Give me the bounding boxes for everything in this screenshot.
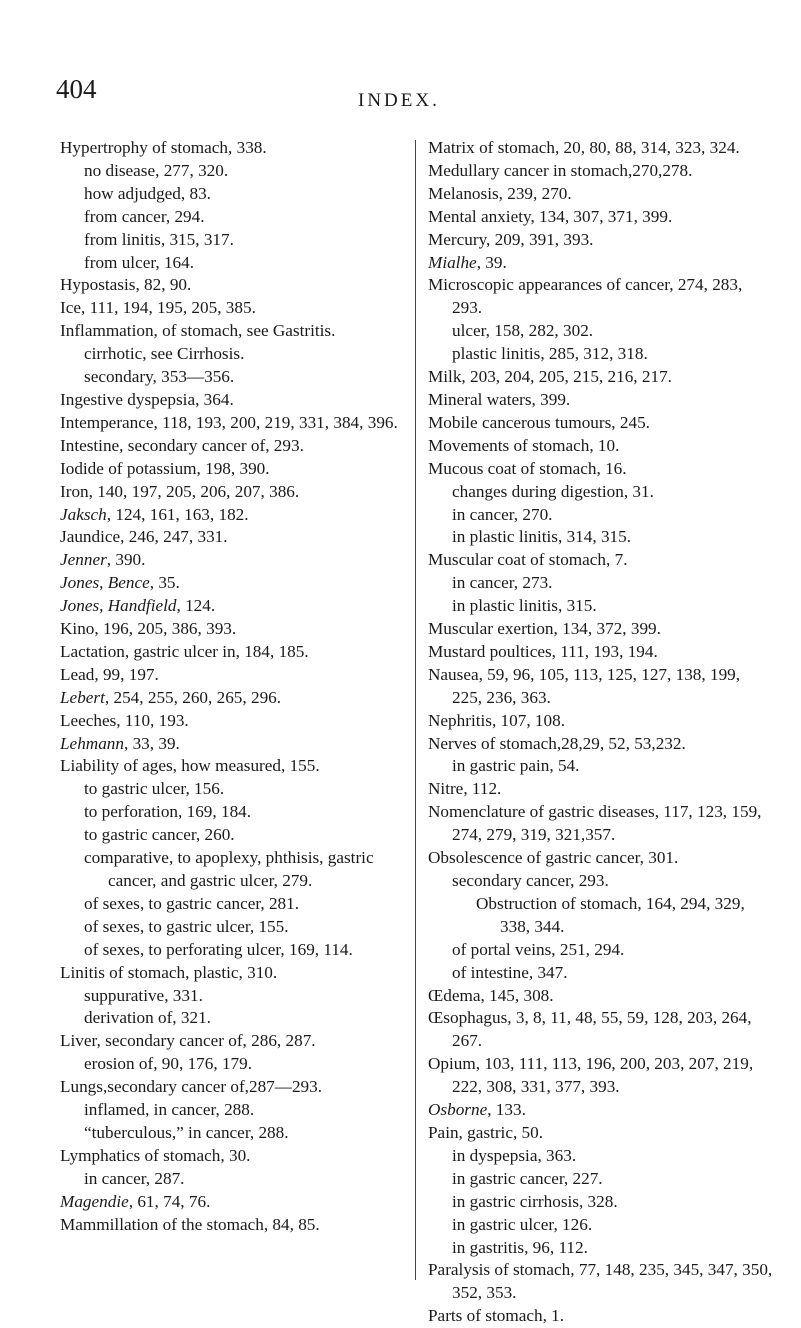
index-subentry: in cancer, 287.: [84, 1168, 185, 1188]
index-entry: Lehmann, 33, 39.: [60, 733, 180, 753]
index-subentry: changes during digestion, 31.: [452, 481, 654, 501]
index-entry: Paralysis of stomach, 77, 148, 235, 345, 347, 350, 352, 353.: [428, 1260, 773, 1303]
index-entry: Ingestive dyspepsia, 364.: [60, 389, 234, 409]
index-entry: Mucous coat of stomach, 16.: [428, 458, 627, 478]
index-entry: Pain, gastric, 50.: [428, 1122, 544, 1142]
index-entry: Iron, 140, 197, 205, 206, 207, 386.: [60, 481, 300, 501]
index-subentry: in gastric cancer, 227.: [452, 1168, 603, 1188]
index-subentry: in gastritis, 96, 112.: [452, 1237, 588, 1257]
index-subentry: of sexes, to perforating ulcer, 169, 114.: [84, 939, 353, 959]
index-entry: Lymphatics of stomach, 30.: [60, 1145, 251, 1165]
index-entry: Mercury, 209, 391, 393.: [428, 229, 594, 249]
index-subentry: from linitis, 315, 317.: [84, 229, 234, 249]
index-entry: Nitre, 112.: [428, 779, 502, 799]
index-subentry: plastic linitis, 285, 312, 318.: [452, 344, 648, 364]
index-entry: Matrix of stomach, 20, 80, 88, 314, 323, 324.: [428, 138, 740, 157]
index-entry: Milk, 203, 204, 205, 215, 216, 217.: [428, 367, 672, 387]
index-subentry: “tuberculous,” in cancer, 288.: [84, 1122, 289, 1142]
index-subentry: to gastric cancer, 260.: [84, 825, 235, 845]
index-subentry: ulcer, 158, 282, 302.: [452, 321, 594, 341]
index-subentry: derivation of, 321.: [84, 1008, 211, 1028]
index-subentry: in plastic linitis, 314, 315.: [452, 527, 632, 547]
index-subentry: of sexes, to gastric cancer, 281.: [84, 893, 300, 913]
index-entry: Nephritis, 107, 108.: [428, 710, 566, 730]
index-entry: Nomenclature of gastric diseases, 117, 123, 159, 274, 279, 319, 321,357.: [428, 802, 762, 845]
index-entry: Jaundice, 246, 247, 331.: [60, 527, 228, 547]
index-entry: Œsophagus, 3, 8, 11, 48, 55, 59, 128, 203, 264, 267.: [428, 1008, 752, 1051]
index-subentry: in dyspepsia, 363.: [452, 1145, 577, 1165]
index-entry: Lungs,secondary cancer of,287—293.: [60, 1077, 323, 1097]
running-head: INDEX.: [358, 90, 440, 111]
index-subentry: inflamed, in cancer, 288.: [84, 1100, 255, 1120]
index-entry: Intestine, secondary cancer of, 293.: [60, 435, 304, 455]
index-subentry: in cancer, 273.: [452, 573, 553, 593]
index-entry: Kino, 196, 205, 386, 393.: [60, 619, 237, 639]
column-divider: [415, 140, 416, 1280]
index-entry: Liver, secondary cancer of, 286, 287.: [60, 1031, 316, 1051]
index-subentry: to perforation, 169, 184.: [84, 802, 252, 822]
index-entry: Nausea, 59, 96, 105, 113, 125, 127, 138, 199, 225, 236, 363.: [428, 664, 741, 707]
index-subentry: in cancer, 270.: [452, 504, 553, 524]
index-entry: Magendie, 61, 74, 76.: [60, 1191, 211, 1211]
index-entry: Osborne, 133.: [428, 1100, 526, 1120]
index-entry: Muscular exertion, 134, 372, 399.: [428, 619, 661, 639]
index-subentry: cirrhotic, see Cirrhosis.: [84, 344, 245, 364]
index-entry: Liability of ages, how measured, 155.: [60, 756, 320, 776]
index-subentry: in gastric pain, 54.: [452, 756, 580, 776]
index-entry: Jones, Handfield, 124.: [60, 596, 216, 616]
index-subentry: secondary, 353—356.: [84, 367, 235, 387]
index-entry: Jaksch, 124, 161, 163, 182.: [60, 504, 249, 524]
index-entry: Obstruction of stomach, 164, 294, 329, 338, 344.: [476, 893, 745, 936]
page-number: 404: [56, 74, 97, 104]
index-entry: Leeches, 110, 193.: [60, 710, 189, 730]
index-entry: Opium, 103, 111, 113, 196, 200, 203, 207, 219, 222, 308, 331, 377, 393.: [428, 1054, 754, 1097]
index-subentry: of sexes, to gastric ulcer, 155.: [84, 916, 289, 936]
index-entry: Movements of stomach, 10.: [428, 435, 620, 455]
index-entry: Mustard poultices, 111, 193, 194.: [428, 641, 658, 661]
index-entry: Lactation, gastric ulcer in, 184, 185.: [60, 641, 309, 661]
index-entry: Iodide of potassium, 198, 390.: [60, 458, 270, 478]
index-entry: Nerves of stomach,28,29, 52, 53,232.: [428, 733, 686, 753]
index-entry: Parts of stomach, 1.: [428, 1306, 565, 1326]
index-entry: Obsolescence of gastric cancer, 301.: [428, 848, 679, 868]
index-entry: Mialhe, 39.: [428, 252, 507, 272]
index-subentry: of intestine, 347.: [452, 962, 568, 982]
index-entry: Mental anxiety, 134, 307, 371, 399.: [428, 206, 673, 226]
index-entry: Medullary cancer in stomach,270,278.: [428, 160, 693, 180]
index-entry: Microscopic appearances of cancer, 274, 283, 293.: [428, 275, 743, 318]
index-subentry: from ulcer, 164.: [84, 252, 195, 272]
index-entry: Hypertrophy of stomach, 338.: [60, 138, 267, 157]
index-subentry: no disease, 277, 320.: [84, 160, 229, 180]
index-entry: Œdema, 145, 308.: [428, 985, 554, 1005]
index-subentry: in gastric cirrhosis, 328.: [452, 1191, 618, 1211]
index-subentry: erosion of, 90, 176, 179.: [84, 1054, 253, 1074]
index-entry: Melanosis, 239, 270.: [428, 183, 572, 203]
index-subentry: in plastic linitis, 315.: [452, 596, 597, 616]
index-entry: Hypostasis, 82, 90.: [60, 275, 192, 295]
index-entry: Jones, Bence, 35.: [60, 573, 180, 593]
index-column-right: [428, 137, 774, 1328]
index-entry: Inflammation, of stomach, see Gastritis.: [60, 321, 336, 341]
index-subentry: how adjudged, 83.: [84, 183, 211, 203]
index-subentry: in gastric ulcer, 126.: [452, 1214, 593, 1234]
index-entry: Mobile cancerous tumours, 245.: [428, 412, 650, 432]
index-subentry: suppurative, 331.: [84, 985, 203, 1005]
index-entry: Linitis of stomach, plastic, 310.: [60, 962, 278, 982]
index-subentry: to gastric ulcer, 156.: [84, 779, 225, 799]
index-entry: Ice, 111, 194, 195, 205, 385.: [60, 298, 256, 318]
index-subentry: of portal veins, 251, 294.: [452, 939, 625, 959]
index-entry: Lebert, 254, 255, 260, 265, 296.: [60, 687, 282, 707]
index-entry: Lead, 99, 197.: [60, 664, 159, 684]
index-column-left: [60, 137, 406, 1237]
index-subentry: from cancer, 294.: [84, 206, 205, 226]
index-subentry: secondary cancer, 293.: [452, 871, 609, 890]
index-subentry: comparative, to apoplexy, phthisis, gastric cancer, and gastric ulcer, 279.: [84, 848, 374, 890]
index-entry: Muscular coat of stomach, 7.: [428, 550, 628, 570]
index-entry: Mineral waters, 399.: [428, 389, 571, 409]
index-entry: Intemperance, 118, 193, 200, 219, 331, 384, 396.: [60, 412, 398, 432]
index-entry: Mammillation of the stomach, 84, 85.: [60, 1214, 320, 1234]
index-entry: Jenner, 390.: [60, 550, 146, 570]
